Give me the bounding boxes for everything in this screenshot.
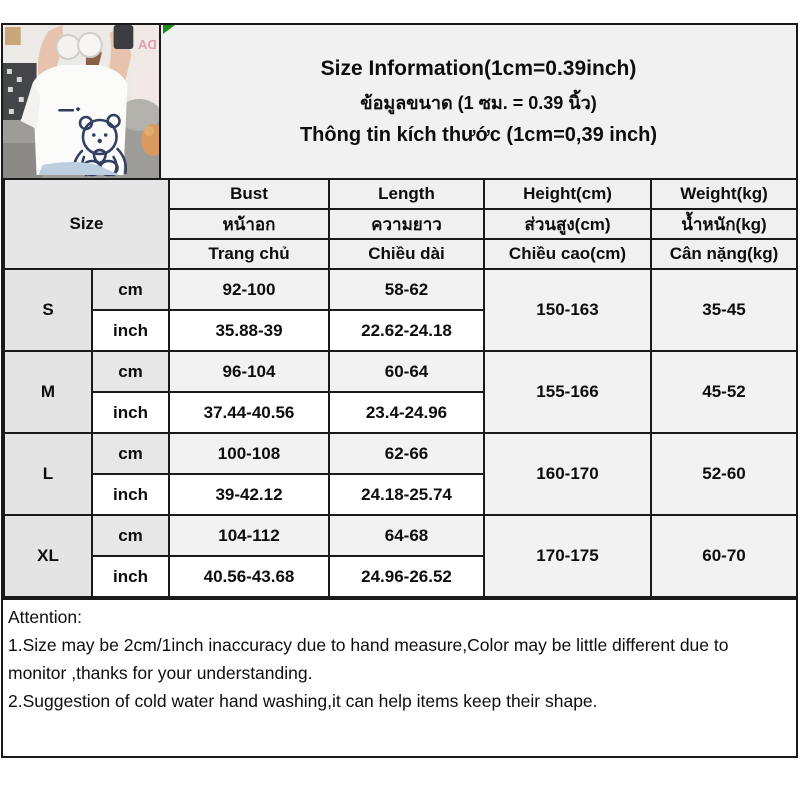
title-english: Size Information(1cm=0.39inch) — [320, 56, 637, 80]
m-weight: 45-52 — [651, 351, 797, 433]
table-row-s-cm — [4, 269, 797, 310]
size-label-s: S — [4, 269, 92, 351]
size-chart-sheet — [1, 23, 798, 758]
top-section — [3, 25, 796, 178]
attention-note-1: 1.Size may be 2cm/1inch inaccuracy due to hand measure,Color may be little different due to monitor ,thanks for your understanding. — [8, 635, 729, 683]
header-weight-en: Weight(kg) — [651, 179, 797, 209]
l-length-cm: 62-66 — [329, 433, 484, 474]
attention-heading: Attention: — [8, 607, 82, 627]
m-length-cm: 60-64 — [329, 351, 484, 392]
unit-inch: inch — [92, 392, 169, 433]
header-bust-vi: Trang chủ — [169, 239, 329, 269]
header-size: Size — [4, 179, 169, 269]
phone — [114, 25, 134, 49]
header-length-th: ความยาว — [329, 209, 484, 239]
s-weight: 35-45 — [651, 269, 797, 351]
xl-bust-cm: 104-112 — [169, 515, 329, 556]
headphones-icon — [56, 35, 80, 59]
header-bust-en: Bust — [169, 179, 329, 209]
size-label-m: M — [4, 351, 92, 433]
s-length-cm: 58-62 — [329, 269, 484, 310]
l-height: 160-170 — [484, 433, 651, 515]
header-length-vi: Chiều dài — [329, 239, 484, 269]
l-weight: 52-60 — [651, 433, 797, 515]
m-bust-cm: 96-104 — [169, 351, 329, 392]
size-table — [3, 178, 798, 598]
table-row-l-cm — [4, 433, 797, 474]
unit-inch: inch — [92, 556, 169, 597]
table-row-xl-cm — [4, 515, 797, 556]
header-weight-vi: Cân nặng(kg) — [651, 239, 797, 269]
size-label-xl: XL — [4, 515, 92, 597]
xl-height: 170-175 — [484, 515, 651, 597]
photo-watermark: DA — [138, 37, 157, 52]
unit-cm: cm — [92, 269, 169, 310]
green-corner-triangle-icon — [163, 25, 175, 34]
title-panel — [161, 25, 796, 178]
title-thai: ข้อมูลขนาด (1 ซม. = 0.39 นิ้ว) — [360, 92, 597, 113]
product-photo — [3, 25, 161, 178]
title-vietnamese: Thông tin kích thước (1cm=0,39 inch) — [299, 123, 658, 146]
xl-weight: 60-70 — [651, 515, 797, 597]
s-length-inch: 22.62-24.18 — [329, 310, 484, 351]
product-photo-illustration — [3, 25, 159, 178]
unit-inch: inch — [92, 310, 169, 351]
l-bust-cm: 100-108 — [169, 433, 329, 474]
unit-cm: cm — [92, 433, 169, 474]
s-bust-cm: 92-100 — [169, 269, 329, 310]
xl-length-cm: 64-68 — [329, 515, 484, 556]
unit-cm: cm — [92, 515, 169, 556]
header-height-th: ส่วนสูง(cm) — [484, 209, 651, 239]
size-label-l: L — [4, 433, 92, 515]
attention-note-2: 2.Suggestion of cold water hand washing,it can help items keep their shape. — [8, 691, 598, 711]
l-length-inch: 24.18-25.74 — [329, 474, 484, 515]
xl-bust-inch: 40.56-43.68 — [169, 556, 329, 597]
s-height: 150-163 — [484, 269, 651, 351]
unit-cm: cm — [92, 351, 169, 392]
header-bust-th: หน้าอก — [169, 209, 329, 239]
header-weight-th: น้ำหนัก(kg) — [651, 209, 797, 239]
unit-inch: inch — [92, 474, 169, 515]
header-height-en: Height(cm) — [484, 179, 651, 209]
header-height-vi: Chiều cao(cm) — [484, 239, 651, 269]
xl-length-inch: 24.96-26.52 — [329, 556, 484, 597]
header-length-en: Length — [329, 179, 484, 209]
s-bust-inch: 35.88-39 — [169, 310, 329, 351]
table-row-m-cm — [4, 351, 797, 392]
l-bust-inch: 39-42.12 — [169, 474, 329, 515]
m-bust-inch: 37.44-40.56 — [169, 392, 329, 433]
m-height: 155-166 — [484, 351, 651, 433]
attention-section — [3, 598, 796, 756]
m-length-inch: 23.4-24.96 — [329, 392, 484, 433]
